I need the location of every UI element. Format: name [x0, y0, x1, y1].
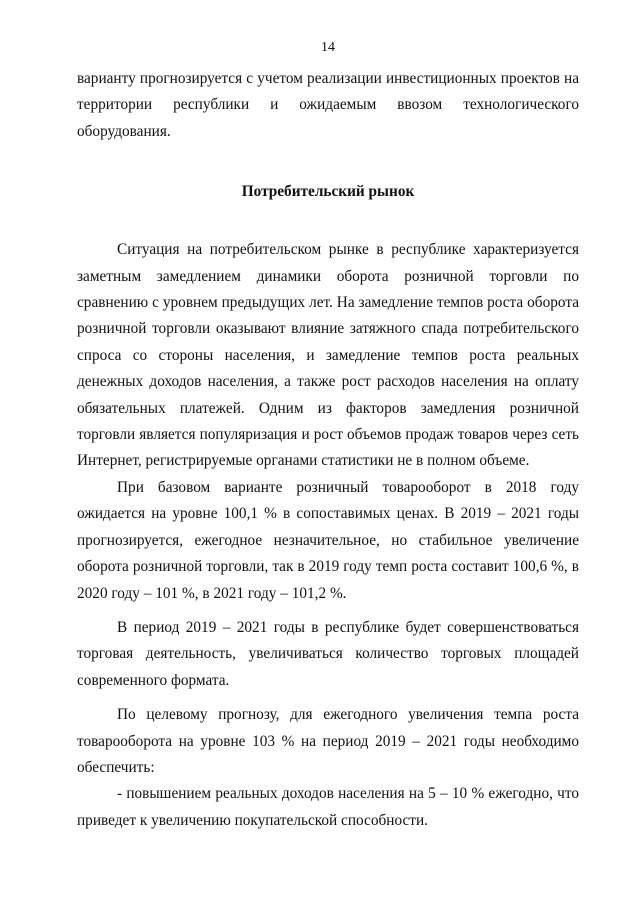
paragraph-income-growth-item: - повышением реальных доходов населения на 5 – 10 % ежегодно, что приведет к увеличению покупательской способности. [77, 785, 579, 829]
paragraph-gap [77, 607, 579, 615]
paragraph-consumer-market-situation: Ситуация на потребительском рынке в республике характеризуется заметным замедлением динамики оборота розничной торговли по сравнению с уровнем предыдущих лет. На замедление темпов роста оборота розничной торговли оказывают влияние затяжного спада потребительского спроса со стороны населения, и замедление темпов роста реальных денежных доходов населения, а также рост расходов населения на оплату обязательных платежей. Одним из факторов замедления розничной торговли является популяризация и рост объемов продаж товаров через сеть Интернет, регистрируемые органами статистики не в полном объеме. [77, 241, 579, 470]
intro-paragraph: варианту прогнозируется с учетом реализации инвестиционных проектов на территории республики и ожидаемым ввозом технологического оборудования. [77, 70, 579, 140]
document-body [77, 66, 579, 834]
paragraph-trade-development: В период 2019 – 2021 годы в республике будет совершенствоваться торговая деятельность, увеличиваться количество торговых площадей современного формата. [77, 618, 579, 689]
paragraph-target-forecast: По целевому прогнозу, для ежегодного увеличения темпа роста товарооборота на уровне 103 % на период 2019 – 2021 годы необходимо обеспечить: [77, 706, 579, 776]
paragraph-gap [77, 694, 579, 702]
paragraph-base-scenario: При базовом варианте розничный товарооборот в 2018 году ожидается на уровне 100,1 % в сопоставимых ценах. В 2019 – 2021 годы прогнозируется, ежегодное незначительное, но стабильное увеличение оборота розничной торговли, так в 2019 году темп роста составит 100,6 %, в 2020 году – 101 %, в 2021 году – 101,2 %. [77, 478, 579, 602]
page-number: 14 [321, 40, 335, 55]
document-page [77, 0, 579, 905]
section-title: Потребительский рынок [241, 183, 415, 201]
